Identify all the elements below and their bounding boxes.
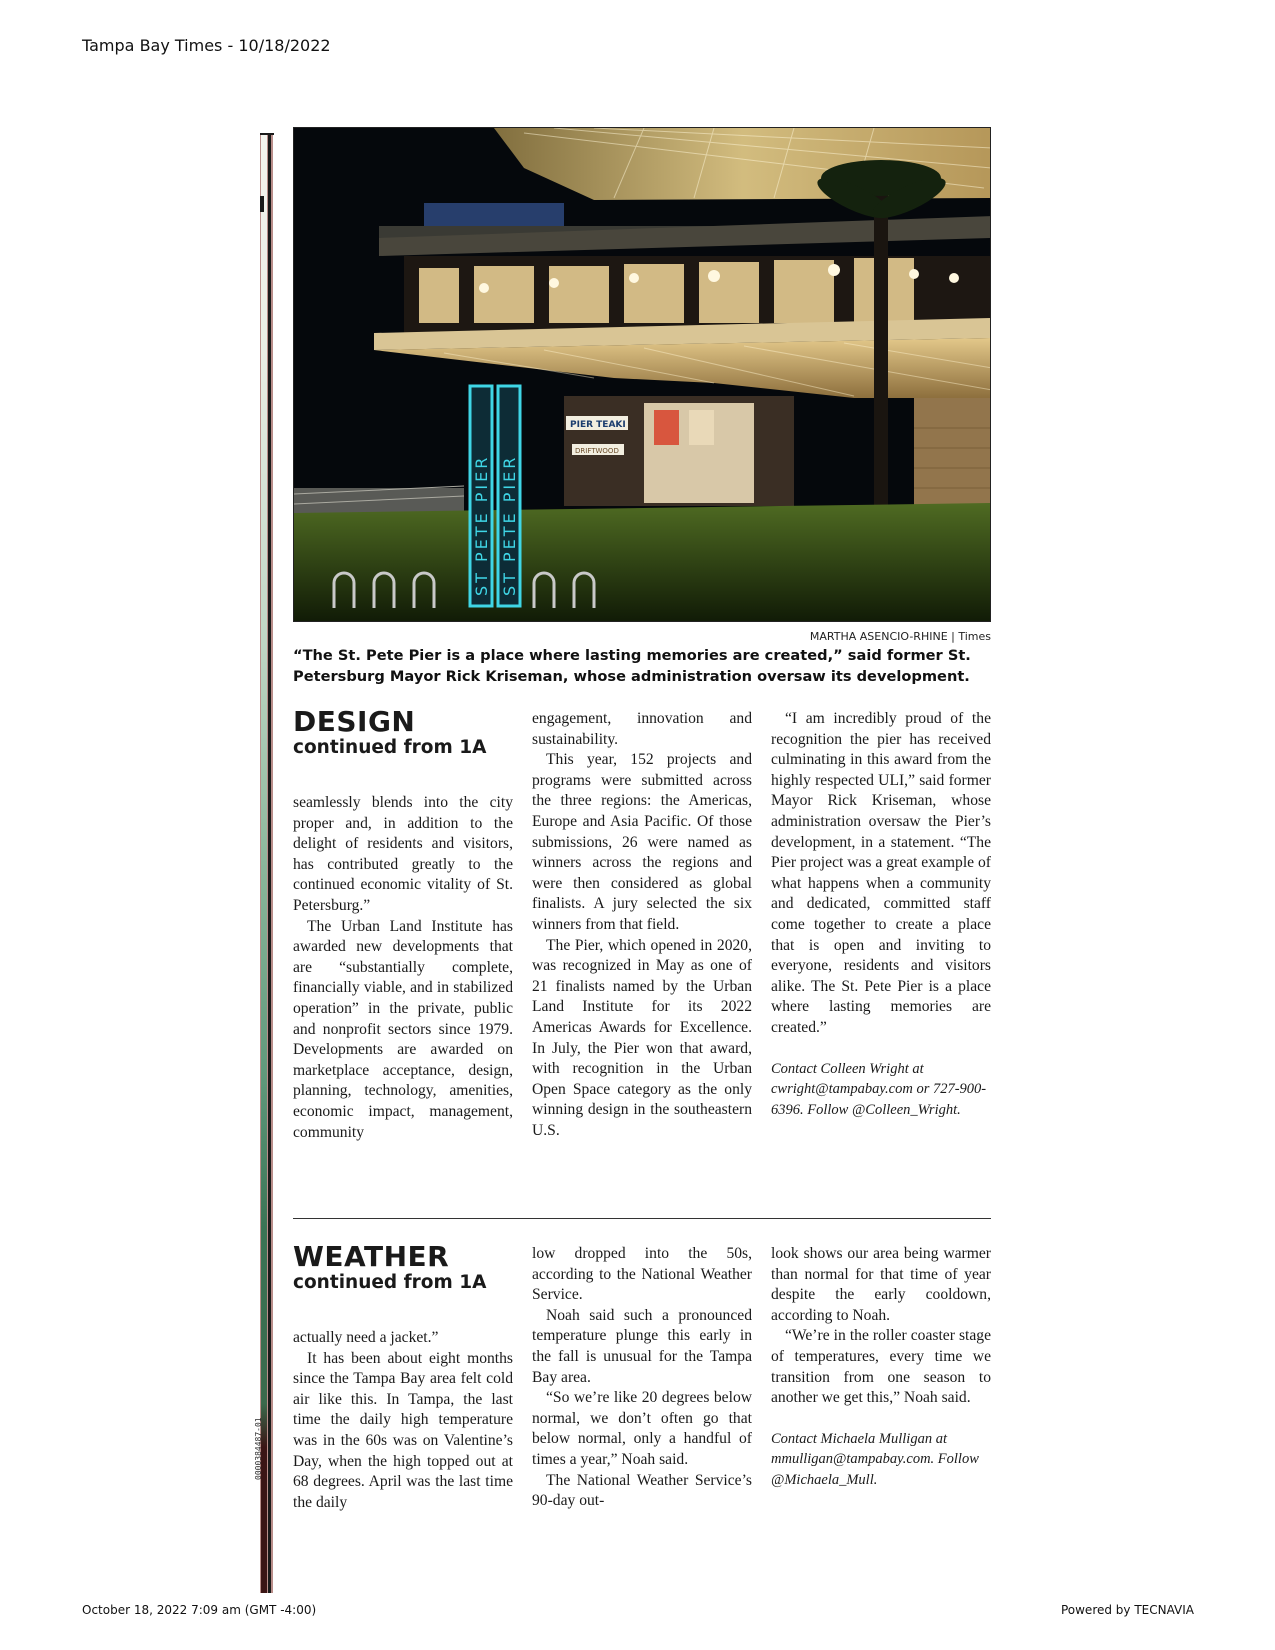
photo-caption: “The St. Pete Pier is a place where lasting memories are created,” said former St. Petersburg Mayor Rick Kriseman, whose administration oversaw its development. [293,647,971,685]
photo-credit: MARTHA ASENCIO-RHINE | Times [809,630,991,643]
design-col-1 [293,707,513,1143]
weather-col-1 [293,1242,513,1513]
footer-timestamp: October 18, 2022 7:09 am (GMT -4:00) [82,1603,317,1617]
story-paragraph: seamlessly blends into the city proper and, in addition to the delight of residents and visitors, has contributed greatly to the continued economic vitality of St. Petersburg.” [293,794,513,914]
design-col-2 [532,709,752,1141]
design-continued: continued from 1A [293,737,487,758]
story-paragraph: The Pier, which opened in 2020, was recognized in May as one of 21 finalists named by the Urban Land Institute for its 2022 Americas Awards for Excellence. In July, the Pier won that award, with recognition in the Urban Open Space category as the only winning design in the southeastern U.S. [532,936,752,1139]
story-paragraph: Noah said such a pronounced temperature plunge this early in the fall is unusual for the Tampa Bay area. [532,1306,752,1386]
weather-continued: continued from 1A [293,1272,487,1293]
story-paragraph: engagement, innovation and sustainability. [532,710,752,748]
pier-photo [293,127,991,622]
design-kicker: DESIGN [293,705,416,738]
margin-tick [260,133,274,135]
weather-kicker: WEATHER [293,1240,450,1273]
story-paragraph: This year, 152 projects and programs were submitted across the three regions: the Americas, Europe and Asia Pacific. Of those submissions, 26 were named as winners across the regions and were then considered as global finalists. A jury selected the six winners from that field. [532,751,752,933]
story-divider [293,1218,991,1219]
design-contact: Contact Colleen Wright at cwright@tampabay.com or 727-900-6396. Follow @Colleen_Wright. [771,1060,987,1118]
page-header-title: Tampa Bay Times - 10/18/2022 [82,36,331,55]
story-paragraph: “I am incredibly proud of the recognition the pier has received culminating in this award from the highly respected ULI,” said former Mayor Rick Kriseman, whose administration oversaw the Pier’s development, in a statement. “The Pier project was a great example of what happens when a community and dedicated, committed staff come together to create a place that is open and inviting to everyone, residents and visitors alike. The St. Pete Pier is a place where lasting memories are created.” [771,710,991,1036]
story-paragraph: actually need a jacket.” [293,1329,439,1346]
margin-tick [260,196,264,212]
story-paragraph: The Urban Land Institute has awarded new developments that are “substantially complete, financially viable, and in stabilized operation” in the private, public and nonprofit sectors since 1979. Developments are awarded on marketplace acceptance, design, planning, technology, amenities, economic impact, management, community [293,917,513,1141]
story-paragraph: low dropped into the 50s, according to the National Weather Service. [532,1245,752,1304]
story-paragraph: “So we’re like 20 degrees below normal, we don’t often go that below normal, only a handful of times a year,” Noah said. [532,1389,752,1468]
margin-gradient-strip [261,133,267,1593]
shop-sign-2: DRIFTWOOD [575,447,619,455]
weather-contact: Contact Michaela Mulligan at mmulligan@tampabay.com. Follow @Michaela_Mull. [771,1430,979,1488]
design-col-3 [771,709,991,1120]
weather-col-3 [771,1244,991,1490]
story-paragraph: The National Weather Service’s 90-day out- [532,1471,752,1510]
weather-col-2 [532,1244,752,1512]
shop-sign-1: PIER TEAKI [570,420,626,430]
footer-powered-by: Powered by TECNAVIA [1060,1603,1194,1617]
totem-sign-text: ST PETE PIER [500,454,519,596]
margin-rule [268,133,271,1593]
story-paragraph: look shows our area being warmer than normal for that time of year despite the early cooldown, according to Noah. [771,1245,991,1324]
story-paragraph: It has been about eight months since the Tampa Bay area felt cold air like this. In Tampa, the last time the daily high temperature was in the 60s was on Valentine’s Day, when the high topped out at 68 degrees. April was the last time the daily [293,1349,513,1511]
totem-sign-text: ST PETE PIER [472,454,491,596]
story-paragraph: “We’re in the roller coaster stage of temperatures, every time we transition from one season to another we get this,” Noah said. [771,1327,991,1407]
margin-ad-code: 0000384487-01 [254,1417,263,1480]
